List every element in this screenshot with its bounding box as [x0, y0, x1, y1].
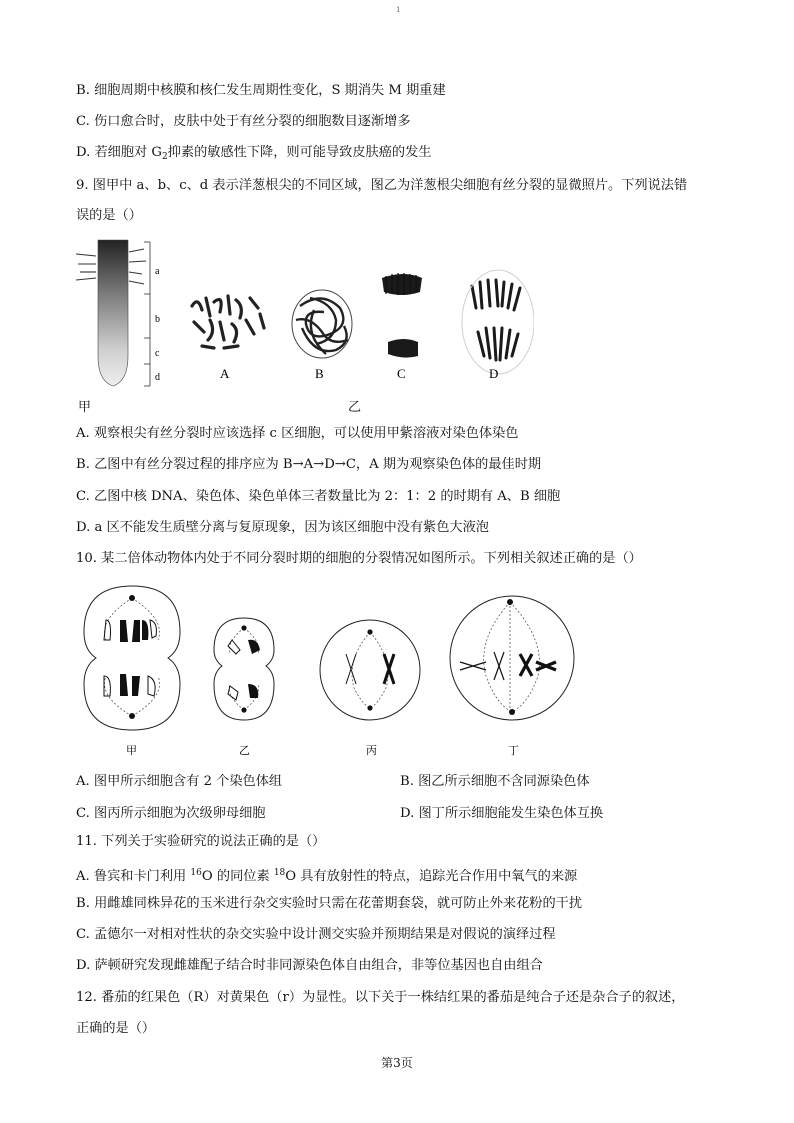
root-tip-micrographs: [74, 236, 534, 416]
q10-stem: 10. 某二倍体动物体内处于不同分裂时期的细胞的分裂情况如图所示。下列相关叙述正确的是（）: [76, 551, 642, 566]
cell-a-label: A: [220, 366, 230, 381]
cell-yi-label: 乙: [239, 745, 250, 757]
cell-b-label: B: [315, 366, 324, 381]
q10-option-b: B. 图乙所示细胞不含同源染色体: [400, 774, 590, 789]
zone-b-label: b: [155, 314, 160, 325]
q11-option-b: B. 用雌雄同株异花的玉米进行杂交实验时只需在花蕾期套袋，就可防止外来花粉的干扰: [76, 896, 583, 911]
root-tip: [98, 240, 128, 386]
zone-d-label: d: [155, 372, 160, 383]
zone-c-label: c: [155, 348, 160, 359]
q8-option-b: B. 细胞周期中核膜和核仁发生周期性变化，S 期消失 M 期重建: [76, 83, 446, 98]
q9-option-c: C. 乙图中核 DNA、染色体、染色单体三者数量比为 2：1：2 的时期有 A、B 细胞: [76, 489, 561, 504]
q10-option-d: D. 图丁所示细胞能发生染色体互换: [400, 806, 604, 821]
figure-yi-label: 乙: [348, 400, 362, 415]
q8d-text-post: 抑素的敏感性下降，则可能导致皮肤癌的发生: [167, 145, 432, 160]
zone-a-label: a: [155, 266, 160, 277]
q9-stem-line2: 误的是（）: [76, 208, 142, 223]
q11-option-c: C. 孟德尔一对相对性状的杂交实验中设计测交实验并预期结果是对假说的演绎过程: [76, 927, 556, 942]
cell-bing-label: 丙: [366, 745, 377, 757]
q11-stem: 11. 下列关于实验研究的说法正确的是（）: [76, 834, 326, 849]
q12-stem-line2: 正确的是（）: [76, 1021, 156, 1036]
q10-option-a: A. 图甲所示细胞含有 2 个染色体组: [76, 774, 283, 789]
cell-jia: [84, 586, 180, 730]
q8-option-d: [76, 144, 431, 166]
q11-option-a: [76, 864, 577, 886]
q9-option-b: B. 乙图中有丝分裂过程的排序应为 B→A→D→C，A 期为观察染色体的最佳时期: [76, 457, 542, 472]
q9-option-a: A. 观察根尖有丝分裂时应该选择 c 区细胞，可以使用甲紫溶液对染色体染色: [76, 426, 519, 441]
cell-yi: [214, 618, 274, 720]
q10-option-c: C. 图丙所示细胞为次级卵母细胞: [76, 806, 266, 821]
q11-option-d: D. 萨顿研究发现雌雄配子结合时非同源染色体自由组合，非等位基因也自由组合: [76, 958, 543, 973]
cell-c-label: C: [397, 366, 406, 381]
page-footer: 第3页: [381, 1056, 413, 1070]
cell-d-label: D: [489, 366, 499, 381]
q11a-text-post: O 具有放射性的特点，追踪光合作用中氧气的来源: [285, 869, 578, 884]
q9-option-d: D. a 区不能发生质壁分离与复原现象，因为该区细胞中没有紫色大液泡: [76, 520, 489, 535]
q9-stem-line1: 9. 图甲中 a、b、c、d 表示洋葱根尖的不同区域，图乙为洋葱根尖细胞有丝分裂的显微照片。下列说法错: [76, 178, 688, 193]
q11a-superscript-16: 16: [190, 868, 202, 878]
cell-b-chromatin: [292, 290, 352, 358]
figure-9: [74, 236, 534, 416]
q11a-text-pre: A. 鲁宾和卡门利用: [76, 869, 191, 884]
cell-ding: [450, 596, 574, 720]
cell-ding-label: 丁: [508, 745, 519, 757]
zone-ruler: [144, 242, 150, 386]
cell-d-chromosomes: [472, 280, 520, 360]
figure-10: [76, 580, 586, 760]
q11a-text-mid: O 的同位素: [201, 869, 274, 884]
q11a-superscript-18: 18: [273, 868, 286, 878]
cell-jia-label: 甲: [126, 745, 137, 757]
cell-bing: [320, 620, 420, 720]
q8d-text-pre: D. 若细胞对 G: [76, 145, 162, 160]
figure-jia-label: 甲: [78, 400, 92, 415]
cell-d-outline: [462, 270, 534, 374]
q8d-subscript: 2: [161, 152, 168, 162]
q8-option-c: C. 伤口愈合时，皮肤中处于有丝分裂的细胞数目逐渐增多: [76, 114, 411, 129]
cell-a-chromosomes: [192, 296, 264, 348]
page-mark: 1: [396, 6, 401, 14]
dividing-cells-diagram: [76, 580, 586, 760]
q12-stem-line1: 12. 番茄的红果色（R）对黄果色（r）为显性。以下关于一株结红果的番茄是纯合子还是杂合子的叙述，: [76, 990, 685, 1005]
